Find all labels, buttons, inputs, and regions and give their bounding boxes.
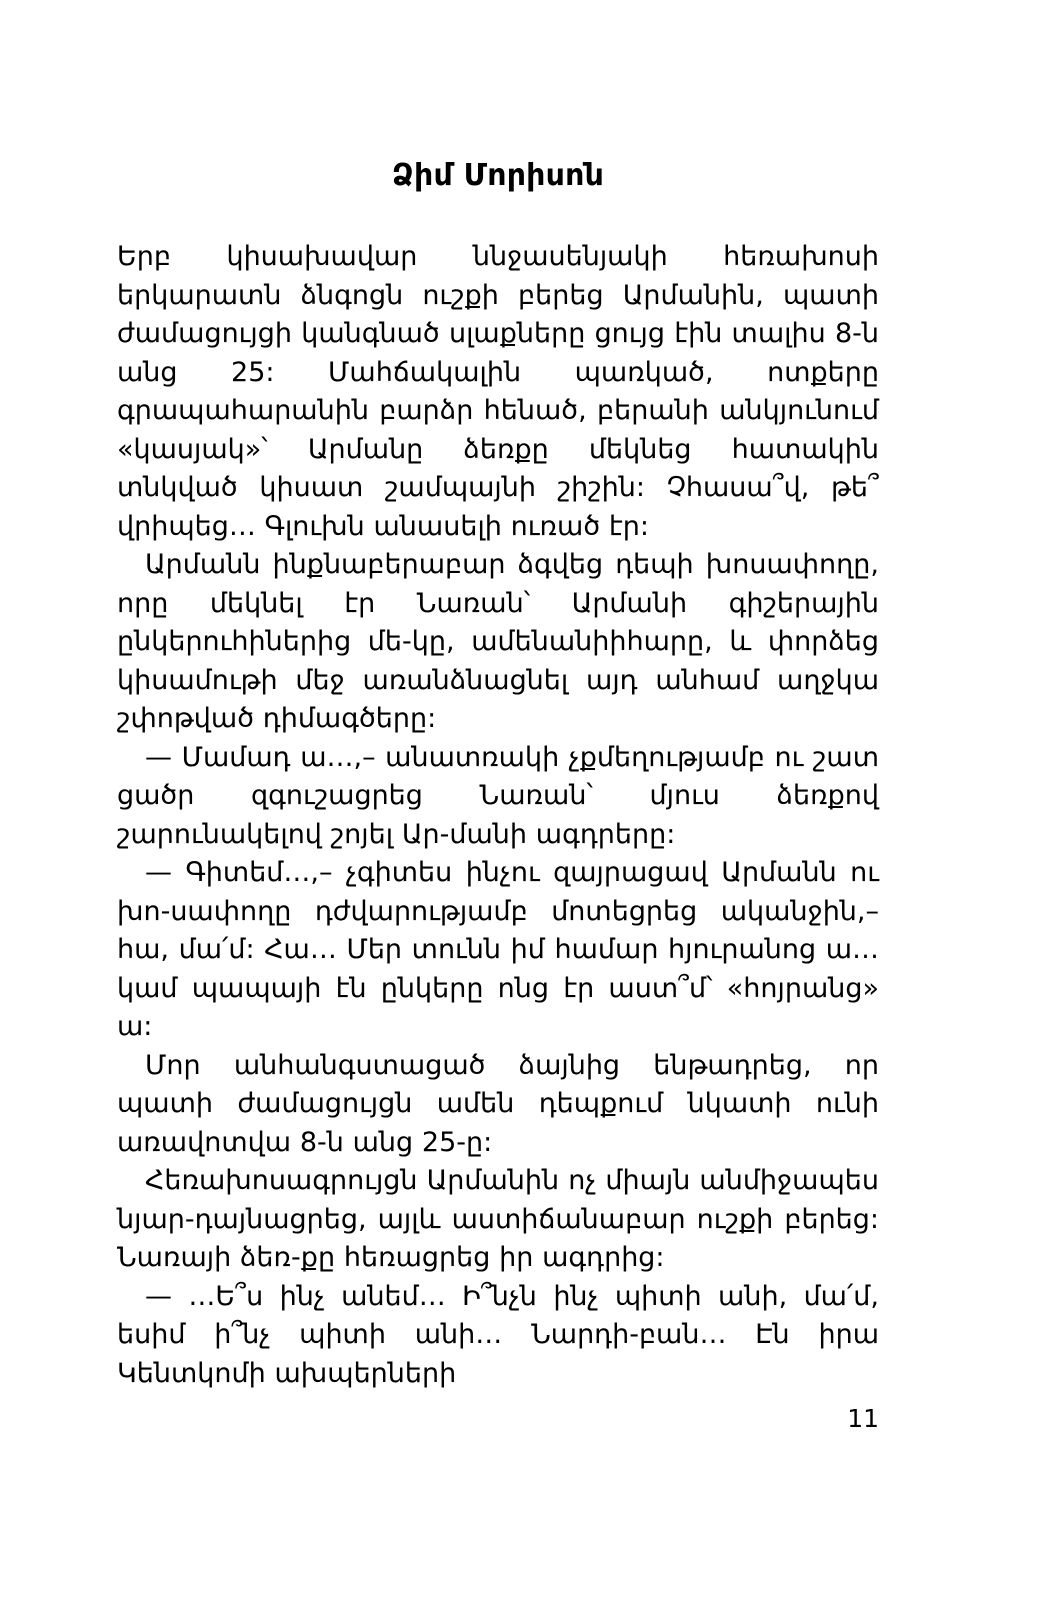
paragraph-3: — Մամադ ա…,– անատռակի չքմեղությամբ ու շատ ցածր զգուշացրեց Նառան՝ մյուս ձեռքով շարունակելով շոյել Ար-մանի ագդրերը: <box>117 741 879 850</box>
paragraph-4: — Գիտեմ…,– չգիտես ինչու զայրացավ Արմանն ու խո-սափողը դժվարությամբ մոտեցրեց ականջին,– հա, մա՛մ: Հա… Մեր տունն իմ համար հյուրանոց ա… կամ պապայի էն ընկերը ոնց էր աստ՞մ՝ «հոյրանց» ա: <box>117 857 879 1042</box>
paragraph-5: Մոր անհանգստացած ձայնից ենթադրեց, որ պատի ժամացույցն ամեն դեպքում նկատի ունի առավոտվա 8-ն անց 25-ը: <box>117 1049 879 1158</box>
body-text-block <box>117 238 879 1393</box>
page-title: Ձիմ Մորիսոն <box>391 158 605 193</box>
paragraph-7: — …Ե՞ս ինչ անեմ… Ի՞նչն ինչ պիտի անի, մա՛մ, եսիմ ի՞նչ պիտի անի… Նարդի-բան… Էն իրա Կենտկոմի ախպերների <box>117 1280 879 1389</box>
page-number: 11 <box>847 1404 879 1433</box>
paragraph-2: Արմանն ինքնաբերաբար ձգվեց դեպի խոսափողը, որը մեկնել էր Նառան՝ Արմանի գիշերային ընկերուհիներից մե-կը, ամենանիիհարը, և փորձեց կիսամութի մեջ առանձնացնել այդ անհամ աղջկա շփոթված դիմագծերը: <box>117 549 879 734</box>
page-content <box>117 0 879 1393</box>
paragraph-1: Երբ կիսախավար ննջասենյակի հեռախոսի երկարատն ձնգոցն ուշքի բերեց Արմանին, պատի ժամացույցի կանգնած սլաքները ցույց էին տալիս 8-ն անց 25: Մահճակալին պառկած, ոտքերը գրապահարանին բարձր հենած, բերանի անկյունում «կասյակ»՝ Արմանը ձեռքը մեկնեց հատակին տնկված կիսատ շամպայնի շիշին: Չհասա՞վ, թե՞ վրիպեց… Գլուխն անասելի ուռած էր: <box>117 241 879 542</box>
paragraph-6: Հեռախոսագրույցն Արմանին ոչ միայն անմիջապես նյար-դայնացրեց, այլև աստիճանաբար ուշքի բերեց: Նառայի ձեռ-քը հեռացրեց իր ագդրից: <box>117 1165 879 1273</box>
